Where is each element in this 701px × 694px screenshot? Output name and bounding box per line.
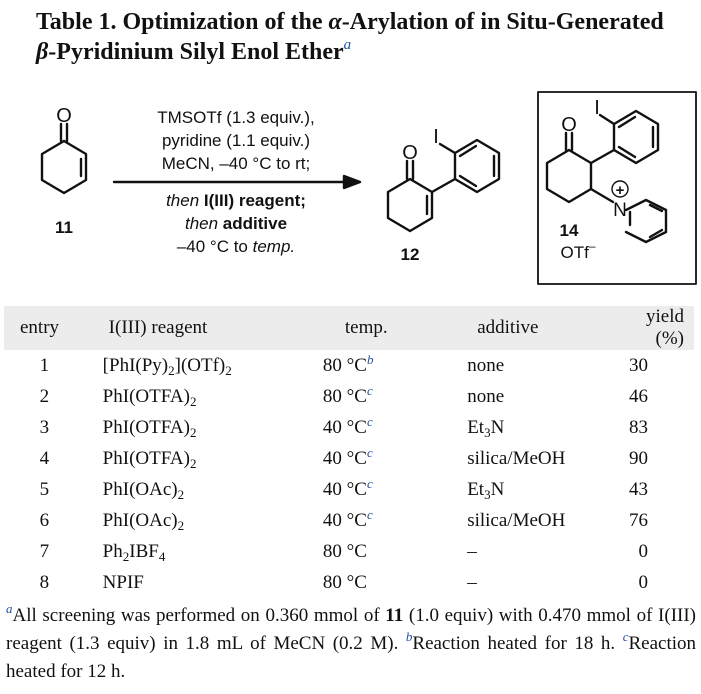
cell-temp: 40 °C$^c$: [322, 475, 373, 500]
cell-entry: 5: [39, 478, 50, 500]
title-text-3: -Pyridinium Silyl Enol Ether: [48, 39, 344, 65]
cell-reagent: $PhI(OTFA)_2$: [102, 416, 197, 440]
results-table: [4, 306, 694, 598]
footnote-b-text: Reaction heated for 18 h.: [412, 633, 623, 654]
footnote-b-mark: b: [405, 629, 413, 644]
cell-temp: 80 °C: [322, 540, 367, 562]
cell-yield: 90: [629, 447, 648, 469]
condition-line-4: then I(III) reagent;: [166, 191, 306, 210]
cell-temp: 80 °C$^c$: [322, 382, 373, 407]
compound-12-oxygen: O: [402, 142, 418, 164]
table-footnotes: [6, 602, 696, 686]
reaction-scheme: [0, 80, 701, 290]
cell-yield: 43: [629, 478, 648, 500]
condition-line-2: pyridine (1.1 equiv.): [161, 131, 311, 150]
cell-additive: –: [467, 540, 477, 562]
cell-yield: 83: [629, 416, 648, 438]
cell-yield: 76: [629, 509, 648, 531]
condition-line-1: TMSOTf (1.3 equiv.),: [157, 108, 315, 127]
cell-yield: 46: [629, 385, 648, 407]
table-row: [4, 474, 694, 505]
cell-entry: 1: [39, 354, 50, 376]
compound-11-label: 11: [55, 218, 73, 237]
title-text-1: Optimization of the: [122, 9, 323, 35]
cell-reagent: $PhI(OAc)_2$: [102, 478, 185, 502]
cell-entry: 2: [39, 385, 50, 407]
table-row: [4, 567, 694, 598]
cell-additive: none: [467, 354, 505, 376]
counterion-label: OTf–: [560, 239, 596, 262]
cell-additive: silica/MeOH: [467, 447, 566, 469]
cell-entry: 8: [39, 571, 50, 593]
table-row: [4, 505, 694, 536]
cell-reagent: $PhI(OAc)_2$: [102, 509, 185, 533]
cell-temp: 80 °C$^b$: [322, 351, 374, 376]
compound-14-nitrogen: N: [613, 200, 627, 221]
table-row: [4, 350, 694, 381]
cell-yield: 0: [638, 571, 648, 593]
cell-reagent: $Ph_2IBF_4$: [102, 540, 166, 564]
table-body: [4, 350, 694, 598]
footnote-a-text-2: (1.0 equiv) with 0.470 mmol of I(III) reagent (1.3 equiv) in 1.8 mL of MeCN (0.2 M).: [6, 605, 696, 654]
condition-line-3: MeCN, –40 °C to rt;: [161, 154, 311, 173]
header-yield: yield (%): [646, 306, 684, 349]
header-temp: temp.: [344, 317, 388, 338]
cell-temp: 40 °C$^c$: [322, 413, 373, 438]
cell-yield: 30: [629, 354, 648, 376]
table-row: [4, 536, 694, 567]
cell-additive: none: [467, 385, 505, 407]
compound-12-iodine: I: [433, 126, 439, 148]
cell-temp: 40 °C$^c$: [322, 444, 373, 469]
cell-temp: 40 °C$^c$: [322, 506, 373, 531]
cell-temp: 80 °C: [322, 571, 367, 593]
table-header-row: [4, 306, 694, 350]
cell-reagent: NPIF: [102, 571, 144, 593]
positive-charge-sign: +: [615, 182, 625, 199]
cell-entry: 7: [39, 540, 50, 562]
compound-11-structure: [42, 124, 86, 193]
table-row: [4, 443, 694, 474]
table-label: Table 1.: [36, 9, 117, 35]
header-reagent: I(III) reagent: [108, 317, 208, 338]
title-footnote-mark: a: [343, 37, 352, 53]
title-alpha: α: [328, 9, 342, 35]
cell-entry: 3: [39, 416, 50, 438]
cell-entry: 6: [39, 509, 50, 531]
table-row: [4, 381, 694, 412]
compound-14-label: 14: [559, 221, 579, 240]
cell-yield: 0: [638, 540, 648, 562]
header-entry: entry: [20, 317, 60, 338]
compound-14-oxygen: O: [561, 114, 577, 136]
cell-reagent: $[PhI(Py)_2](OTf)_2$: [102, 354, 232, 378]
compound-12-label: 12: [400, 245, 420, 264]
cell-entry: 4: [39, 447, 50, 469]
footnote-a-compound: 11: [385, 605, 404, 626]
reaction-arrow: [114, 176, 360, 188]
cell-additive: –: [467, 571, 477, 593]
title-beta: β: [36, 39, 49, 65]
title-text-2: -Arylation of in Situ-Generated: [341, 9, 664, 35]
footnote-c-text: Reaction heated for 12 h.: [6, 633, 696, 682]
results-table-container: [0, 306, 701, 598]
condition-line-6: –40 °C to temp.: [176, 237, 296, 256]
condition-line-5: then additive: [184, 214, 288, 233]
table-row: [4, 412, 694, 443]
cell-reagent: $PhI(OTFA)_2$: [102, 385, 197, 409]
cell-reagent: $PhI(OTFA)_2$: [102, 447, 197, 471]
footnote-a-mark: a: [6, 601, 13, 616]
table-title: [36, 7, 686, 67]
compound-11-oxygen: O: [56, 105, 72, 127]
footnote-a-text-1: All screening was performed on 0.360 mmol of: [12, 605, 386, 626]
cell-additive: silica/MeOH: [467, 509, 566, 531]
compound-14-iodine: I: [594, 97, 600, 119]
cell-additive: $Et_3N$: [467, 416, 505, 440]
cell-additive: $Et_3N$: [467, 478, 505, 502]
footnote-c-mark: c: [622, 629, 629, 644]
header-additive: additive: [477, 317, 539, 338]
